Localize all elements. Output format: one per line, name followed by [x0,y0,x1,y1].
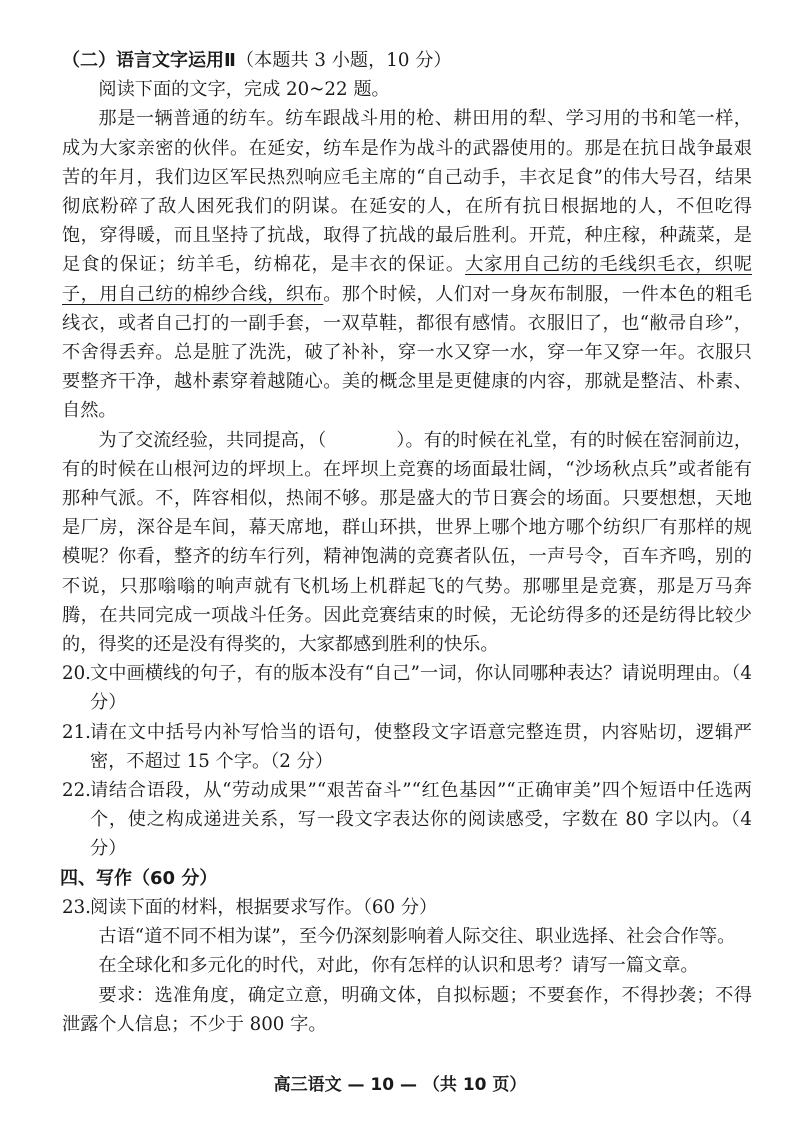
underlined-sentence: 大家用自己纺的毛线织毛衣，织呢子，用自己纺的棉纱合线，织布 [62,254,752,305]
question-text: 请在文中括号内补写恰当的语句，使整段文字语意完整连贯，内容贴切，逻辑严密，不超过 15 个字。（2 分） [90,721,752,772]
writing-material-1: 古语“道不同不相为谋”，至今仍深刻影响着人际交往、职业选择、社会合作等。 [98,926,736,948]
section-2-instruction: 阅读下面的文字，完成 20~22 题。 [98,79,390,101]
section-2-title: （二）语言文字运用Ⅱ [62,50,236,71]
question-20 [62,659,752,717]
section-2-heading [62,46,752,75]
question-23 [62,893,752,922]
section-4-title: 四、写作（60 分） [60,867,218,889]
question-number: 21. [62,721,91,743]
exam-page [62,46,752,1039]
page-footer: 高三语文 — 10 — （共 10 页） [273,1075,527,1095]
writing-material-2: 在全球化和多元化的时代，对此，你有怎样的认识和思考？请写一篇文章。 [98,955,699,977]
p2-text-before: 为了交流经验，共同提高，（ [98,429,327,451]
passage-paragraph-1 [62,104,752,425]
writing-requirement: 要求：选准角度，确定立意，明确文体，自拟标题；不要套作，不得抄袭；不得泄露个人信息；不少于 800 字。 [62,984,752,1035]
p2-text-after: ）。有的时候在礼堂，有的时候在窑洞前边，有的时候在山根河边的坪坝上。在坪坝上竞赛的场面最壮阔，“沙场秋点兵”或者能有那种气派。不，阵容相似，热闹不够。那是盛大的节日赛会的场面。只要想想，天地是厂房，深谷是车间，幕天席地，群山环拱，世界上哪个地方哪个纺织厂有那样的规模呢？你看，整齐的纺车行列，精神饱满的竞赛者队伍，一声号令，百车齐鸣，别的不说，只那嗡嗡的响声就有飞机场上机群起飞的气势。那哪里是竞赛，那是万马奔腾，在共同完成一项战斗任务。因此竞赛结束的时候，无论纺得多的还是纺得比较少的，得奖的还是没有得奖的，大家都感到胜利的快乐。 [62,429,753,656]
question-text: 请结合语段，从“劳动成果”“艰苦奋斗”“红色基因”“正确审美”四个短语中任选两个，使之构成递进关系，写一段文字表达你的阅读感受，字数在 80 字以内。（4 分） [90,780,752,860]
question-number: 20. [62,663,91,685]
p1-text-before: 那是一辆普通的纺车。纺车跟战斗用的枪、耕田用的犁、学习用的书和笔一样，成为大家亲密的伙伴。在延安，纺车是作为战斗的武器使用的。那是在抗日战争最艰苦的年月，我们边区军民热烈响应毛主席的“自己动手，丰衣足食”的伟大号召，结果彻底粉碎了敌人困死我们的阴谋。在延安的人，在所有抗日根据地的人，不但吃得饱，穿得暖，而且坚持了抗战，取得了抗战的最后胜利。开荒，种庄稼，种蔬菜，是足食的保证；纺羊毛，纺棉花，是丰衣的保证。 [62,108,752,276]
p1-text-after: 。那个时候，人们对一身灰布制服，一件本色的粗毛线衣，或者自己打的一副手套，一双草鞋，都很有感情。衣服旧了，也“敝帚自珍”，不舍得丢弃。总是脏了洗洗，破了补补，穿一水又穿一水，穿一年又穿一年。衣服只要整齐干净，越朴素穿着越随心。美的概念里是更健康的内容，那就是整洁、朴素、自然。 [62,283,752,422]
question-text: 阅读下面的材料，根据要求写作。（60 分） [90,896,438,918]
question-22 [62,776,752,864]
section-2-note: （本题共 3 小题，10 分） [235,50,452,71]
question-text: 文中画横线的句子，有的版本没有“自己”一词，你认同哪种表达？请说明理由。（4 分） [90,663,752,714]
question-number: 22. [62,780,91,802]
question-number: 23. [62,896,91,918]
question-21 [62,718,752,776]
passage-paragraph-2 [62,426,752,660]
